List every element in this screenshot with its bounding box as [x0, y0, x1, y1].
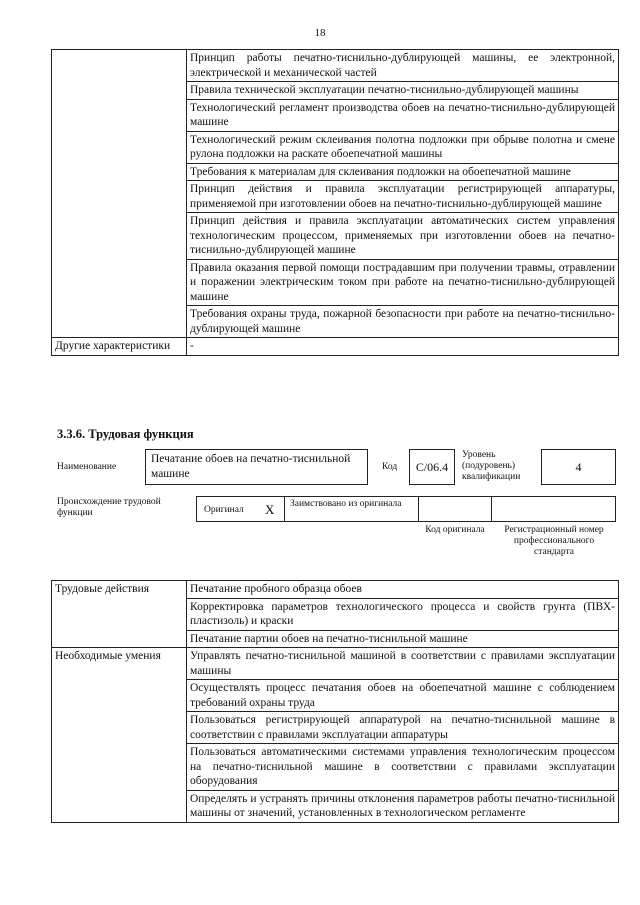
- other-characteristics-value: -: [187, 338, 619, 356]
- function-table: [51, 580, 619, 823]
- level-box: [541, 449, 616, 485]
- level-value: 4: [575, 460, 582, 474]
- empty-label-cell: [52, 50, 187, 338]
- action-item: Печатание пробного образца обоев: [187, 581, 619, 599]
- other-characteristics-label: Другие характеристики: [52, 338, 187, 356]
- page-number: 18: [314, 27, 326, 39]
- name-label: Наименование: [57, 462, 117, 472]
- registration-number-box: [491, 496, 616, 522]
- original-code-box: [418, 496, 492, 522]
- borrowed-box: [284, 496, 419, 522]
- borrowed-label: Заимствовано из оригинала: [290, 499, 402, 509]
- original-label: Оригинал: [204, 505, 244, 515]
- table-row: [52, 338, 619, 356]
- knowledge-table: [51, 49, 619, 356]
- knowledge-item: Правила технической эксплуатации печатно-тиснильно-дублирующей машины: [187, 82, 619, 100]
- table-row: [52, 648, 619, 680]
- skills-label: Необходимые умения: [52, 648, 187, 823]
- skill-item: Осуществлять процесс печатания обоев на обоепечатной машине с соблюдением требований охраны труда: [187, 680, 619, 712]
- knowledge-item: Технологический режим склеивания полотна подложки при обрыве полотна и смене рулона подложки на раскате обоепечатной машины: [187, 131, 619, 163]
- origin-label: Происхождение трудовой функции: [57, 497, 161, 518]
- function-name-value: Печатание обоев на печатно-тиснильной машине: [151, 453, 351, 480]
- knowledge-item: Требования охраны труда, пожарной безопасности при работе на печатно-тиснильно-дублирующей машине: [187, 306, 619, 338]
- code-caption: Код оригинала: [425, 525, 485, 535]
- action-item: Корректировка параметров технологического процесса и свойств грунта (ПВХ-пластизоль) и краски: [187, 598, 619, 630]
- knowledge-item: Требования к материалам для склеивания подложки на обоепечатной машине: [187, 163, 619, 181]
- original-box: [196, 496, 285, 522]
- action-item: Печатание партии обоев на печатно-тиснильной машине: [187, 630, 619, 648]
- skill-item: Управлять печатно-тиснильной машиной в соответствии с правилами эксплуатации машины: [187, 648, 619, 680]
- function-name-box: [145, 449, 368, 485]
- code-label: Код: [382, 462, 398, 472]
- knowledge-item: Технологический регламент производства обоев на печатно-тиснильно-дублирующей машине: [187, 99, 619, 131]
- level-label: Уровень (подуровень) квалификации: [462, 450, 521, 482]
- knowledge-item: Правила оказания первой помощи пострадавшим при получении травмы, отравлении и поражении электрическим током при работе на печатно-тиснильно-дублирующей машине: [187, 259, 619, 306]
- table-row: [52, 50, 619, 82]
- knowledge-item: Принцип работы печатно-тиснильно-дублирующей машины, ее электронной, электрической и механической частей: [187, 50, 619, 82]
- reg-caption: Регистрационный номер профессионального стандарта: [504, 525, 604, 557]
- table-row: [52, 581, 619, 599]
- actions-label: Трудовые действия: [52, 581, 187, 648]
- skill-item: Определять и устранять причины отклонения параметров работы печатно-тиснильной машины от значений, установленных в технологическом регламенте: [187, 790, 619, 822]
- knowledge-item: Принцип действия и правила эксплуатации регистрирующей аппаратуры, применяемой при изготовлении обоев на печатно-тиснильно-дублирующей машине: [187, 181, 619, 213]
- section-heading: 3.3.6. Трудовая функция: [57, 427, 194, 441]
- original-mark: X: [265, 502, 275, 517]
- skill-item: Пользоваться автоматическими системами управления технологическим процессом на печатно-тиснильной машине в соответствии с правилами эксплуатации оборудования: [187, 744, 619, 791]
- skill-item: Пользоваться регистрирующей аппаратурой на печатно-тиснильной машине в соответствии с правилами эксплуатации аппаратуры: [187, 712, 619, 744]
- code-box: [409, 449, 455, 485]
- code-value: С/06.4: [415, 460, 449, 474]
- knowledge-item: Принцип действия и правила эксплуатации автоматических систем управления технологическим процессом, применяемых при изготовлении обоев на печатно-тиснильно-дублирующей машине: [187, 213, 619, 260]
